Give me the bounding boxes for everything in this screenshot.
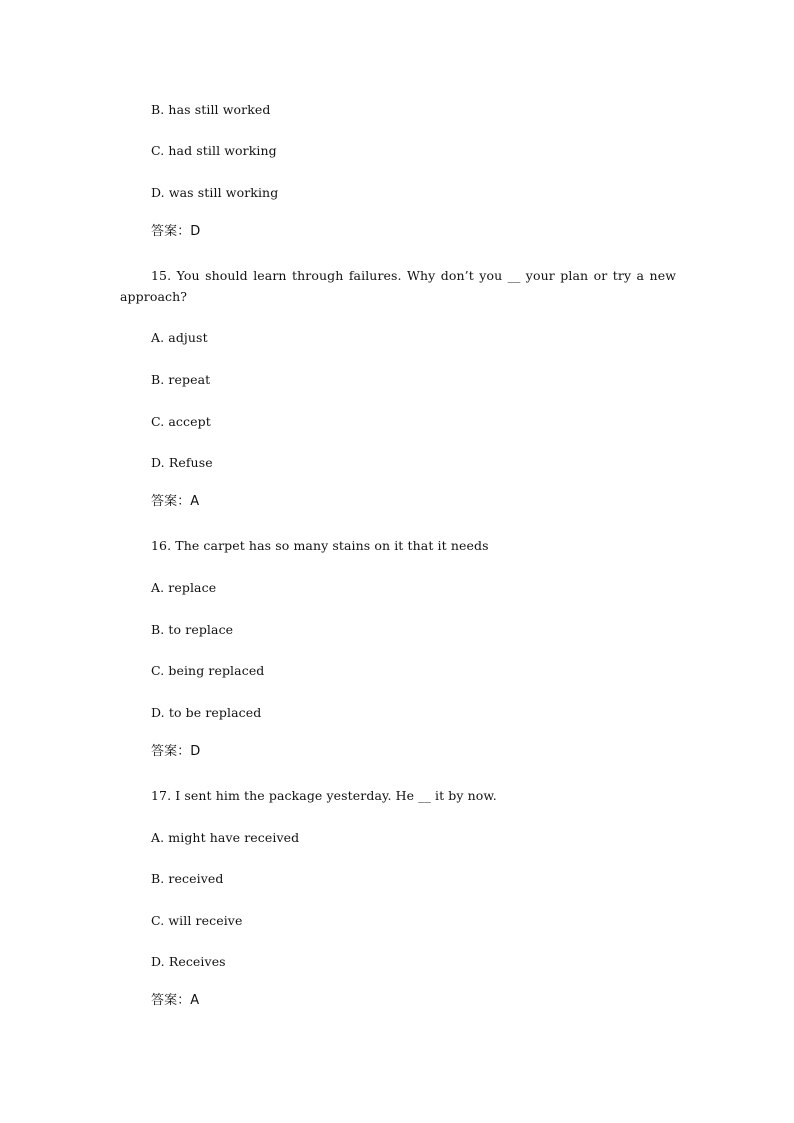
answer-17: 答案：A — [151, 993, 200, 1008]
option-17-c: C. will receive — [151, 913, 243, 928]
option-17-d: D. Receives — [151, 954, 226, 969]
option-17-b: B. received — [151, 871, 224, 886]
question-16: 16. The carpet has so many stains on it that it needs — [151, 538, 489, 553]
option-14-d: D. was still working — [151, 185, 279, 200]
option-15-c: C. accept — [151, 414, 211, 429]
answer-15: 答案：A — [151, 494, 200, 509]
option-16-a: A. replace — [151, 580, 217, 595]
option-15-d: D. Refuse — [151, 455, 213, 470]
option-15-b: B. repeat — [151, 372, 211, 387]
option-16-d: D. to be replaced — [151, 705, 262, 720]
answer-16: 答案：D — [151, 744, 201, 759]
question-17: 17. I sent him the package yesterday. He __ it by now. — [151, 788, 497, 803]
option-17-a: A. might have received — [151, 830, 300, 845]
option-15-a: A. adjust — [151, 330, 208, 345]
option-14-b: B. has still worked — [151, 102, 271, 117]
option-16-c: C. being replaced — [151, 663, 265, 678]
option-16-b: B. to replace — [151, 622, 234, 637]
question-15: 15. You should learn through failures. Why don’t you __ your plan or try a new approach? — [120, 268, 676, 304]
option-14-c: C. had still working — [151, 143, 277, 158]
answer-14: 答案：D — [151, 224, 201, 239]
